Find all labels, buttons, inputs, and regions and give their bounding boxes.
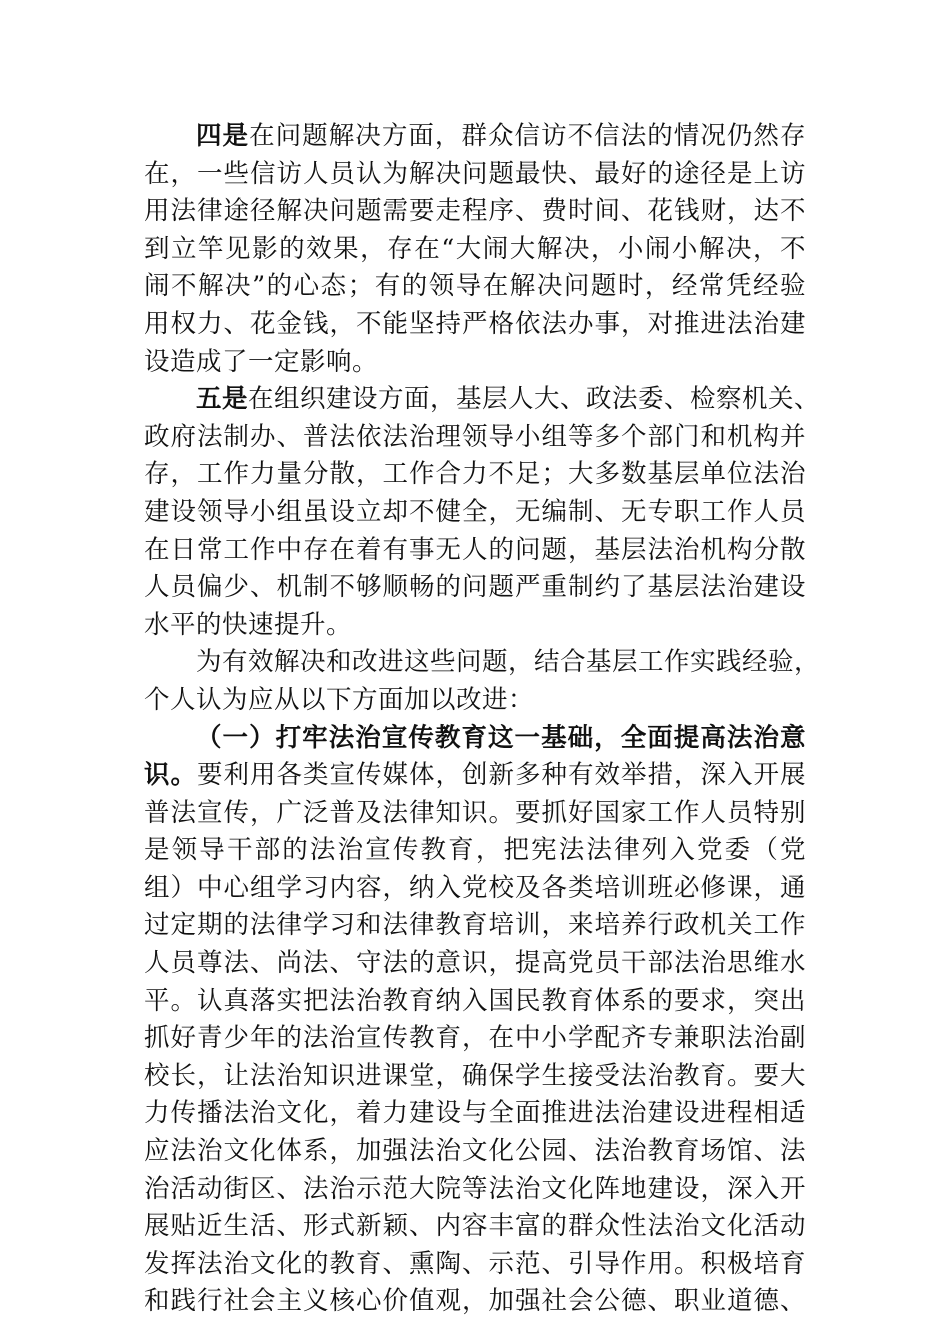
para5-line-5: 在日常工作中存在着有事无人的问题，基层法治机构分散 bbox=[144, 534, 806, 565]
para5-line-4: 建设领导小组虽设立却不健全，无编制、无专职工作人员 bbox=[144, 496, 806, 527]
para7-heading-line-1: （一）打牢法治宣传教育这一基础，全面提高法治意 bbox=[196, 722, 806, 753]
para5-lead: 五是 bbox=[196, 384, 249, 415]
paragraph-five bbox=[144, 381, 821, 644]
para7-line-14: 展贴近生活、形式新颖、内容丰富的群众性法治文化活动 bbox=[144, 1211, 806, 1242]
para7-line-10: 校长，让法治知识进课堂，确保学生接受法治教育。要大 bbox=[144, 1060, 806, 1091]
para4-lead: 四是 bbox=[196, 121, 250, 151]
para4-line-5: 闹不解决”的心态；有的领导在解决问题时，经常凭经验 bbox=[144, 271, 806, 302]
para4-line-6: 用权力、花金钱，不能坚持严格依法办事，对推进法治建 bbox=[144, 308, 806, 339]
para5-line-6: 人员偏少、机制不够顺畅的问题严重制约了基层法治建设 bbox=[144, 572, 806, 603]
para7-line-9: 抓好青少年的法治宣传教育，在中小学配齐专兼职法治副 bbox=[144, 1023, 806, 1054]
para7-line-15: 发挥法治文化的教育、熏陶、示范、引导作用。积极培育 bbox=[144, 1248, 806, 1279]
para7-line-4: 是领导干部的法治宣传教育，把宪法法律列入党委（党 bbox=[144, 835, 806, 866]
para7-line-3: 普法宣传，广泛普及法律知识。要抓好国家工作人员特别 bbox=[144, 797, 806, 828]
para5-line-7: 水平的快速提升。 bbox=[144, 609, 353, 640]
paragraph-seven bbox=[144, 720, 806, 1322]
para7-line-16: 和践行社会主义核心价值观，加强社会公德、职业道德、 bbox=[144, 1286, 806, 1317]
para7-line-7: 人员尊法、尚法、守法的意识，提高党员干部法治思维水 bbox=[144, 948, 806, 979]
para7-line-11: 力传播法治文化，着力建设与全面推进法治建设进程相适 bbox=[144, 1098, 806, 1129]
para7-line-6: 过定期的法律学习和法律教育培训，来培养行政机关工作 bbox=[144, 910, 806, 941]
para5-line-3: 存，工作力量分散，工作合力不足；大多数基层单位法治 bbox=[144, 459, 806, 490]
para4-line-1: 四是在问题解决方面，群众信访不信法的情况仍然存 bbox=[196, 121, 806, 151]
para4-line-2: 在，一些信访人员认为解决问题最快、最好的途径是上访 bbox=[144, 158, 806, 189]
para6-line-1: 为有效解决和改进这些问题，结合基层工作实践经验， bbox=[196, 647, 821, 678]
paragraph-four bbox=[144, 118, 806, 381]
paragraph-six bbox=[144, 644, 821, 719]
document-page bbox=[144, 118, 821, 1321]
para4-line-4: 到立竿见影的效果，存在“大闹大解决，小闹小解决，不 bbox=[144, 233, 806, 264]
para7-line-5: 组）中心组学习内容，纳入党校及各类培训班必修课，通 bbox=[144, 872, 806, 903]
para5-line-1: 五是在组织建设方面，基层人大、政法委、检察机关、 bbox=[196, 384, 821, 415]
para7-heading-end: 识。 bbox=[144, 760, 197, 791]
para5-line-2: 政府法制办、普法依法治理领导小组等多个部门和机构并 bbox=[144, 421, 806, 452]
para4-line-3: 用法律途径解决问题需要走程序、费时间、花钱财，达不 bbox=[144, 196, 806, 227]
para6-line-2: 个人认为应从以下方面加以改进： bbox=[144, 684, 535, 715]
para7-line-2: 识。要利用各类宣传媒体，创新多种有效举措，深入开展 bbox=[144, 760, 806, 791]
para4-line-7: 设造成了一定影响。 bbox=[144, 346, 379, 377]
para7-line-12: 应法治文化体系，加强法治文化公园、法治教育场馆、法 bbox=[144, 1136, 806, 1167]
para7-line-8: 平。认真落实把法治教育纳入国民教育体系的要求，突出 bbox=[144, 985, 806, 1016]
para7-line-13: 治活动街区、法治示范大院等法治文化阵地建设，深入开 bbox=[144, 1173, 806, 1204]
